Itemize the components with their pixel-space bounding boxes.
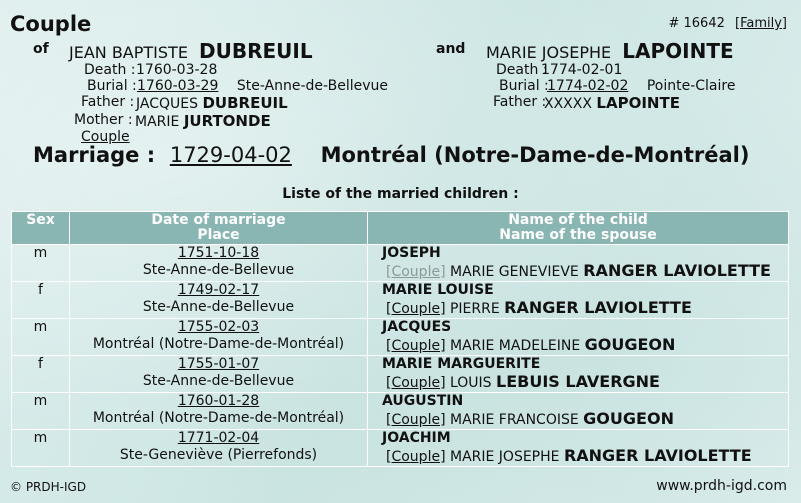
couple-link[interactable]: [Couple] <box>386 449 446 465</box>
spouse-given: LOUIS <box>449 375 492 391</box>
child-marriage-place: Ste-Anne-de-Bellevue <box>142 373 295 389</box>
child-marriage-place: Ste-Anne-de-Bellevue <box>142 299 295 315</box>
husband-given: JEAN BAPTISTE <box>69 43 188 62</box>
couple-link[interactable]: [Couple] <box>386 301 446 317</box>
spouse-surname: RANGER LAVIOLETTE <box>563 446 752 465</box>
spouse-surname: GOUGEON <box>583 409 674 428</box>
spouse-line <box>382 410 786 429</box>
husband-mother <box>135 112 271 130</box>
and-label: and <box>436 41 466 57</box>
child-name: AUGUSTIN <box>382 393 464 409</box>
marriage-cell <box>70 356 368 393</box>
child-sex: m <box>12 245 70 282</box>
child-marriage-date[interactable]: 1751-10-18 <box>177 245 260 261</box>
child-marriage-place: Montréal (Notre-Dame-de-Montréal) <box>92 336 345 352</box>
child-sex: m <box>12 393 70 430</box>
child-marriage-date[interactable]: 1755-02-03 <box>177 319 260 335</box>
marriage-cell <box>70 319 368 356</box>
husband-death-label: Death : <box>84 62 136 78</box>
col-child: Name of the child <box>508 212 648 228</box>
couple-link[interactable]: [Couple] <box>386 412 446 428</box>
children-table <box>11 211 789 467</box>
wife-father <box>544 94 680 112</box>
child-marriage-place: Ste-Geneviève (Pierrefonds) <box>119 447 318 463</box>
marriage-cell <box>70 430 368 467</box>
husband-burial-label: Burial : <box>87 78 137 94</box>
table-row <box>12 393 789 430</box>
table-row <box>12 356 789 393</box>
wife-burial-label: Burial : <box>499 78 549 94</box>
wife-name <box>486 39 734 63</box>
child-marriage-place: Montréal (Notre-Dame-de-Montréal) <box>92 410 345 426</box>
child-marriage-date[interactable]: 1760-01-28 <box>177 393 260 409</box>
husband-burial-place: Ste-Anne-de-Bellevue <box>236 78 388 94</box>
husband-mother-given: MARIE <box>135 114 180 130</box>
spouse-surname: GOUGEON <box>584 335 676 354</box>
spouse-given: MARIE JOSEPHE <box>449 449 560 465</box>
wife-burial-place: Pointe-Claire <box>646 78 736 94</box>
spouse-given: MARIE MADELEINE <box>449 338 581 354</box>
child-cell <box>368 319 789 356</box>
marriage-label: Marriage : <box>33 143 156 167</box>
table-header-row <box>12 212 789 245</box>
page-title: Couple <box>10 12 92 36</box>
child-cell <box>368 282 789 319</box>
col-spouse: Name of the spouse <box>499 227 657 243</box>
couple-link[interactable]: [Couple] <box>386 375 446 391</box>
child-marriage-date[interactable]: 1755-01-07 <box>177 356 260 372</box>
child-name: JOACHIM <box>382 430 451 446</box>
wife-surname: LAPOINTE <box>622 39 734 63</box>
wife-father-label: Father : <box>493 94 547 110</box>
marriage-line <box>33 143 749 167</box>
child-name: MARIE MARGUERITE <box>382 356 541 372</box>
husband-death: 1760-03-28 <box>136 62 218 78</box>
col-date: Date of marriage <box>151 212 286 228</box>
child-sex: m <box>12 319 70 356</box>
husband-name <box>69 39 313 63</box>
child-marriage-date[interactable]: 1771-02-04 <box>177 430 260 446</box>
marriage-cell <box>70 393 368 430</box>
child-cell <box>368 393 789 430</box>
col-place: Place <box>197 227 240 243</box>
table-row <box>12 319 789 356</box>
spouse-line <box>382 262 786 281</box>
wife-father-given: XXXXX <box>544 96 592 112</box>
husband-mother-surname: JURTONDE <box>183 112 271 130</box>
marriage-date[interactable]: 1729-04-02 <box>169 143 292 167</box>
copyright: © PRDH-IGD <box>10 480 87 494</box>
husband-parents-couple-link[interactable]: Couple <box>81 129 130 145</box>
husband-father-label: Father : <box>81 94 135 110</box>
wife-burial <box>547 78 735 94</box>
wife-death-label: Death : <box>496 62 548 78</box>
family-link[interactable]: [Family] <box>735 16 787 31</box>
child-sex: f <box>12 356 70 393</box>
spouse-line <box>382 336 786 355</box>
table-row <box>12 245 789 282</box>
husband-surname: DUBREUIL <box>199 39 313 63</box>
record-ref <box>668 16 787 31</box>
col-sex: Sex <box>12 212 70 245</box>
of-label: of <box>33 41 49 57</box>
table-row <box>12 282 789 319</box>
child-sex: m <box>12 430 70 467</box>
spouse-given: MARIE GENEVIEVE <box>449 264 579 280</box>
husband-father <box>136 94 288 112</box>
child-cell <box>368 245 789 282</box>
child-cell <box>368 430 789 467</box>
child-name: JACQUES <box>382 319 452 335</box>
col-date-place <box>70 212 368 245</box>
wife-death: 1774-02-01 <box>541 62 623 78</box>
child-name: MARIE LOUISE <box>382 282 494 298</box>
husband-father-given: JACQUES <box>136 96 198 112</box>
couple-link[interactable]: [Couple] <box>386 264 446 280</box>
marriage-cell <box>70 245 368 282</box>
spouse-line <box>382 447 786 466</box>
spouse-surname: LEBUIS LAVERGNE <box>496 372 660 391</box>
child-cell <box>368 356 789 393</box>
wife-given: MARIE JOSEPHE <box>486 43 612 62</box>
husband-mother-label: Mother : <box>74 112 133 128</box>
husband-burial <box>137 78 388 94</box>
spouse-surname: RANGER LAVIOLETTE <box>504 298 692 317</box>
col-child-spouse <box>368 212 789 245</box>
wife-burial-date[interactable]: 1774-02-02 <box>547 78 629 94</box>
spouse-given: PIERRE <box>449 301 500 317</box>
table-row <box>12 430 789 467</box>
child-marriage-date[interactable]: 1749-02-17 <box>177 282 260 298</box>
wife-father-surname: LAPOINTE <box>596 94 680 112</box>
spouse-line <box>382 299 786 318</box>
child-name: JOSEPH <box>382 245 441 261</box>
child-sex: f <box>12 282 70 319</box>
marriage-place: Montréal (Notre-Dame-de-Montréal) <box>320 143 750 167</box>
spouse-surname: RANGER LAVIOLETTE <box>583 261 771 280</box>
marriage-cell <box>70 282 368 319</box>
couple-link[interactable]: [Couple] <box>386 338 446 354</box>
spouse-given: MARIE FRANCOISE <box>449 412 579 428</box>
husband-burial-date[interactable]: 1760-03-29 <box>137 78 219 94</box>
spouse-line <box>382 373 786 392</box>
child-marriage-place: Ste-Anne-de-Bellevue <box>142 262 295 278</box>
husband-father-surname: DUBREUIL <box>202 94 288 112</box>
record-number: # 16642 <box>668 16 725 31</box>
website-link[interactable]: www.prdh-igd.com <box>656 478 787 494</box>
children-list-title: Liste of the married children : <box>282 186 519 202</box>
